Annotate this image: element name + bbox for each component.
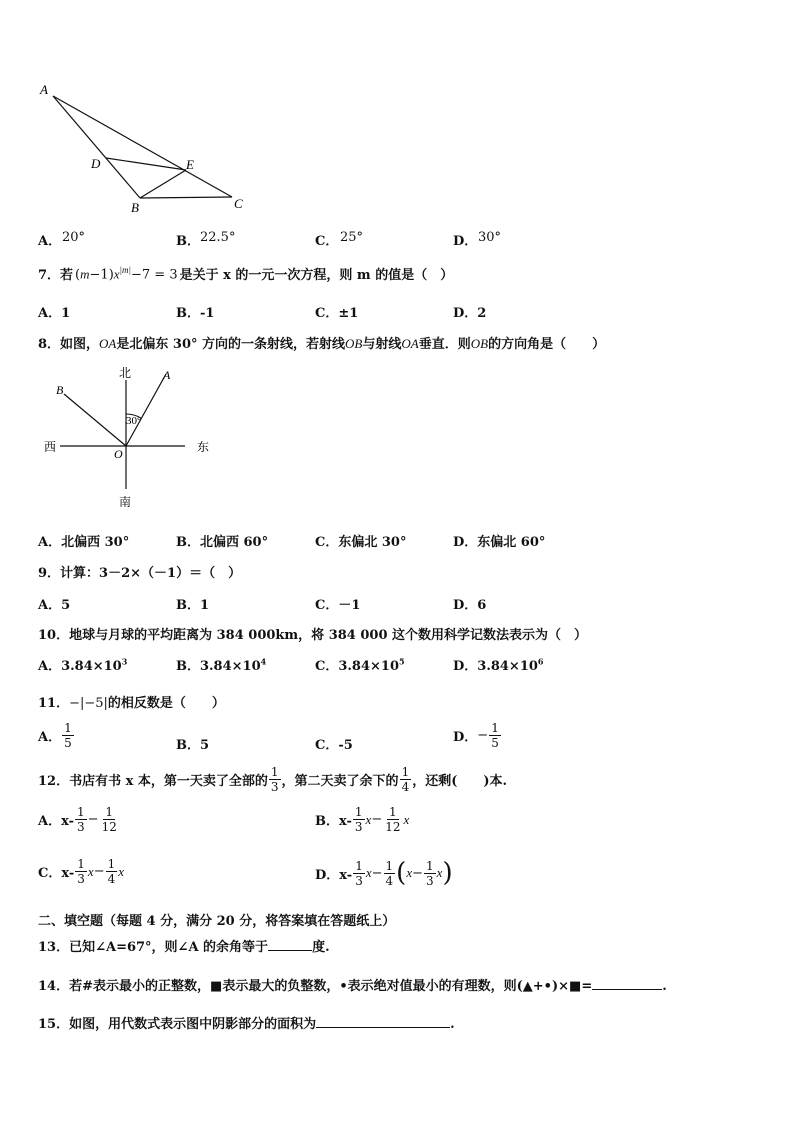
q6-option-b-value: 22.5°: [200, 230, 236, 245]
q8-option-c: C．东偏北 30°: [315, 535, 407, 550]
q10-option-d: D．$3.84\times 10^6$: [453, 656, 544, 674]
label-south: 南: [119, 495, 132, 509]
label-b: B: [56, 383, 64, 397]
fraction: $\frac{1}{12}$: [385, 805, 401, 834]
q10-option-a: A．$3.84\times 10^3$: [38, 656, 128, 674]
fraction: $\frac{1}{3}$: [354, 805, 363, 834]
answer-blank[interactable]: [316, 1015, 450, 1028]
q9-option-a: A．5: [38, 598, 71, 613]
fraction: $\frac{1}{3}$: [77, 857, 85, 886]
label-d: D: [91, 156, 101, 171]
q11-option-a: A． $\frac{1}{5}$: [38, 721, 72, 750]
label-west: 西: [44, 440, 57, 454]
answer-blank[interactable]: [268, 938, 312, 951]
q15-stem: 15．如图，用代数式表示图中阴影部分的面积为 .: [38, 1017, 455, 1032]
fraction: $\frac{1}{4}$: [385, 858, 394, 888]
fraction: $\frac{1}{3}$: [270, 765, 279, 794]
q6-option-d-value: 30°: [478, 230, 502, 245]
q6-option-c-label: C．: [315, 234, 339, 249]
q9-option-b: B．1: [176, 598, 210, 613]
q6-option-a-label: A．: [38, 234, 62, 249]
section-heading: 二、填空题（每题 4 分，满分 20 分，将答案填在答题纸上）: [38, 914, 396, 929]
fraction: $\frac{1}{5}$: [491, 721, 499, 750]
fraction: $\frac{1}{3}$: [355, 858, 363, 888]
angle-label: 30°: [126, 415, 142, 427]
q8-option-b: B．北偏西 60°: [176, 535, 269, 550]
triangle-figure: [36, 80, 256, 220]
q12-option-d: D．x- $\frac{1}{3}$ x − $\frac{1}{4}$ ( x − $\frac{1}{3}$ x ): [315, 858, 453, 888]
q11-option-b: B．5: [176, 738, 210, 753]
q7-number: 7．若: [38, 268, 74, 283]
label-a: A: [163, 368, 171, 382]
q9-stem: 9．计算：3－2×（－1）＝（ ）: [38, 566, 242, 581]
label-north: 北: [119, 366, 132, 380]
answer-blank[interactable]: [592, 977, 662, 990]
q7-option-a: A．1: [38, 306, 71, 321]
q6-option-d-label: D．: [453, 234, 478, 249]
q12-stem: 12．书店有书 x 本，第一天卖了全部的 $\frac{1}{3}$ ，第二天卖了余下的 $\frac{1}{4}$ ，还剩( )本.: [38, 765, 508, 794]
q13-stem: 13．已知∠A=67°，则∠A 的余角等于 度.: [38, 940, 330, 955]
fraction: $\frac{1}{3}$: [77, 805, 85, 834]
q6-option-a-value: 20°: [62, 230, 86, 245]
q10-option-b: B．$3.84\times 10^4$: [176, 656, 267, 674]
fraction: $\frac{1}{4}$: [401, 765, 410, 794]
q11-option-d: D． − $\frac{1}{5}$: [453, 721, 499, 750]
label-east: 东: [197, 440, 210, 454]
q7-equation: $(m-1)x^{|m|}-7 = 3$: [75, 264, 178, 283]
q11-option-c: C．-5: [315, 738, 353, 753]
label-c: C: [234, 196, 243, 211]
q8-option-d: D．东偏北 60°: [453, 535, 546, 550]
dot-symbol: •: [339, 979, 348, 994]
q11-stem: 11．−|−5|的相反数是（ ）: [38, 696, 225, 711]
q8-stem: 8．如图，OA是北偏东 30° 方向的一条射线，若射线OB与射线OA垂直．则OB的方向角是（ ）: [38, 336, 606, 352]
label-o: O: [114, 447, 123, 461]
q12-option-c: C．x- $\frac{1}{3}$ x − $\frac{1}{4}$ x: [38, 857, 125, 886]
q7-option-b: B．-1: [176, 306, 215, 321]
label-a: A: [40, 82, 48, 97]
q12-option-a: A．x- $\frac{1}{3}$ − $\frac{1}{12}$: [38, 805, 117, 834]
q10-stem: 10．地球与月球的平均距离为 384 000km，将 384 000 这个数用科学记数法表示为（ ）: [38, 628, 588, 643]
q10-option-c: C．$3.84\times 10^5$: [315, 656, 405, 674]
q9-option-d: D．6: [453, 598, 487, 613]
compass-figure: [40, 364, 220, 514]
q7-option-c: C．±1: [315, 306, 359, 321]
fraction: $\frac{1}{12}$: [101, 805, 117, 834]
square-symbol: ■: [210, 979, 223, 994]
q12-option-b: B．x- $\frac{1}{3}$ x − $\frac{1}{12}$ x: [315, 805, 410, 834]
q7-text: 是关于 x 的一元一次方程，则 m 的值是（ ）: [179, 268, 454, 283]
fraction: $\frac{1}{4}$: [107, 857, 116, 886]
q6-option-c-value: 25°: [340, 230, 364, 245]
fraction: $\frac{1}{3}$: [426, 858, 434, 888]
fraction: $\frac{1}{5}$: [64, 721, 72, 750]
label-e: E: [186, 157, 194, 172]
q7-option-d: D．2: [453, 306, 487, 321]
q8-option-a: A．北偏西 30°: [38, 535, 130, 550]
q14-stem: 14．若#表示最小的正整数，■表示最大的负整数，•表示绝对值最小的有理数，则(▲+•)×■= .: [38, 979, 667, 994]
q9-option-c: C．－1: [315, 598, 361, 613]
q6-option-b-label: B．: [176, 234, 200, 249]
label-b: B: [131, 200, 139, 215]
q7-stem: [38, 264, 453, 283]
